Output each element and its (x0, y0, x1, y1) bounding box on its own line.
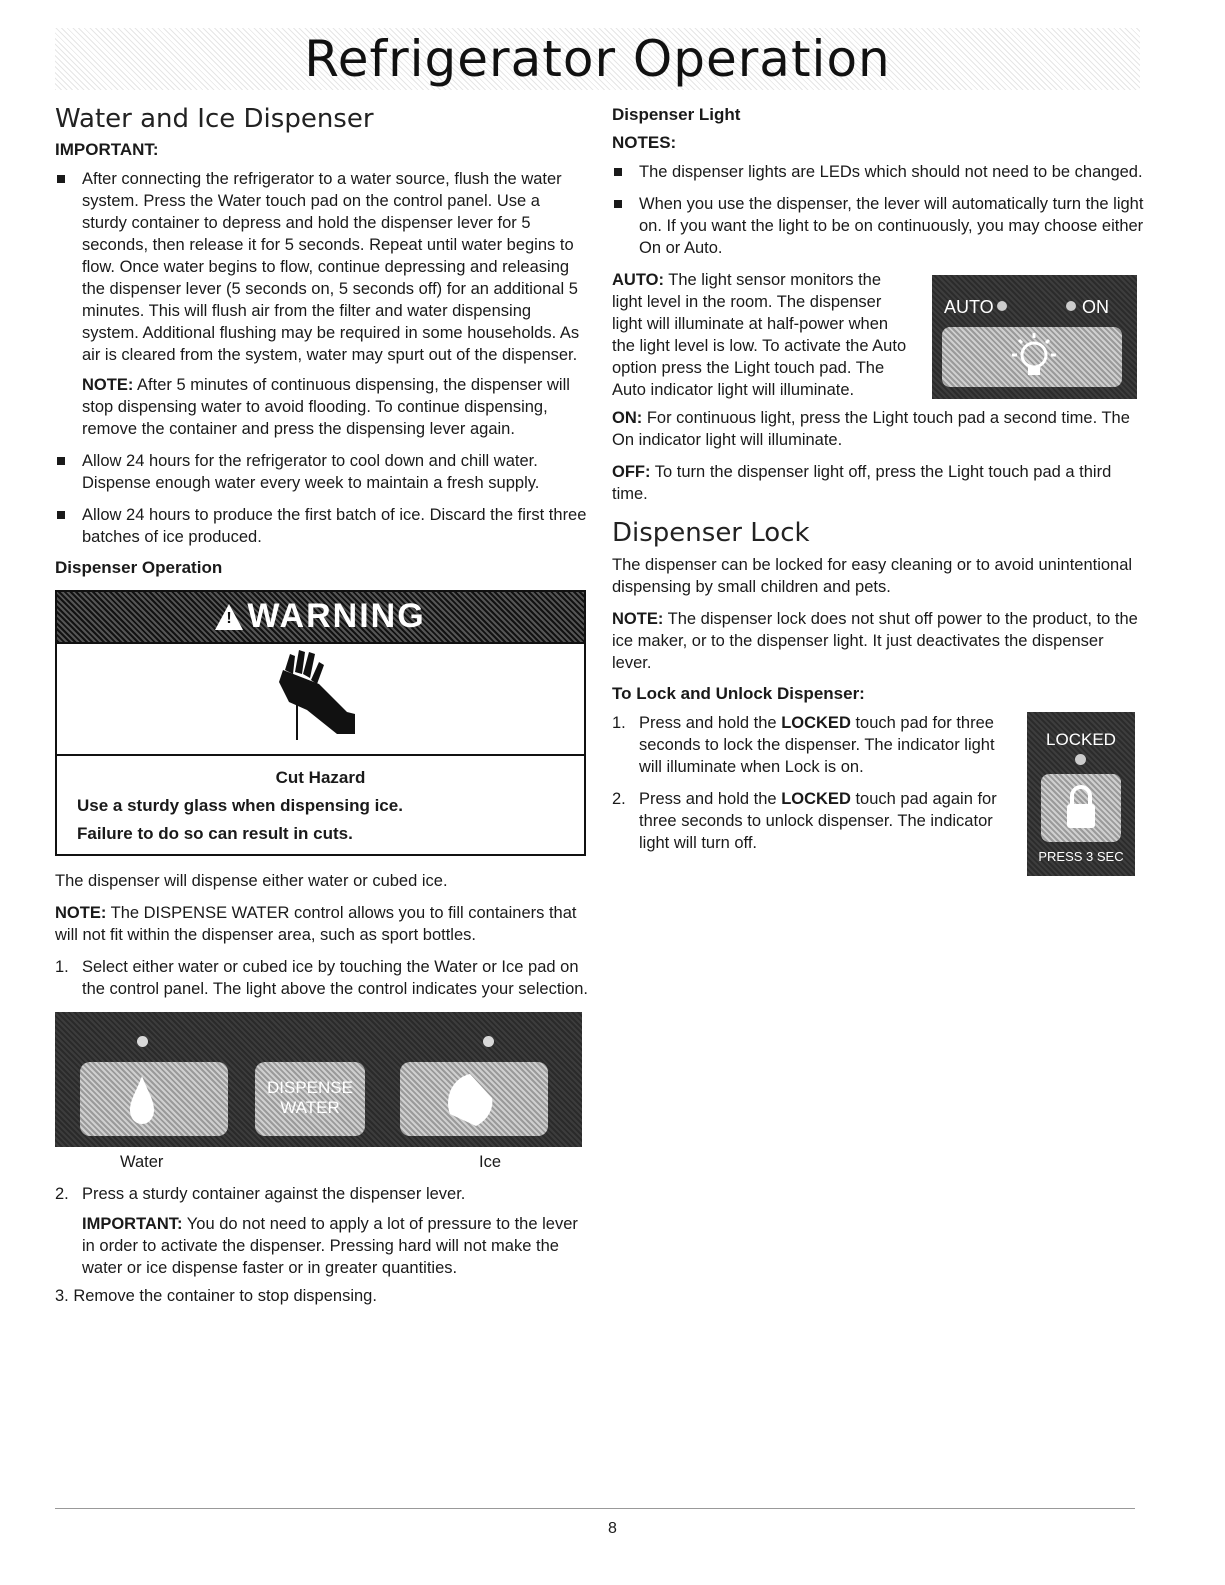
warning-header (57, 592, 584, 644)
locked-indicator-light (1075, 754, 1086, 765)
indicator-light (483, 1036, 494, 1047)
on-text: For continuous light, press the Light touch pad a second time. The On indicator light will illuminate. (612, 409, 1130, 449)
step-number: 2. (612, 789, 626, 808)
page-number: 8 (608, 1520, 617, 1537)
step-number: 1. (612, 713, 626, 732)
on-label: ON: (612, 409, 643, 427)
warning-line: Failure to do so can result in cuts. (77, 823, 353, 843)
list-item (612, 712, 1007, 778)
dispense-water-pad (255, 1062, 365, 1136)
note-label: NOTE: (82, 375, 134, 394)
step-text: Press and hold the (639, 789, 782, 808)
lock-panel-photo (1027, 712, 1135, 876)
caption-water: Water (120, 1152, 164, 1171)
auto-indicator-label: AUTO (944, 297, 994, 317)
bullet-square-icon (614, 168, 622, 176)
step-number: 1. (55, 957, 69, 976)
list-item (55, 1183, 588, 1279)
paragraph: The dispenser will dispense either water or cubed ice. (55, 871, 448, 890)
important-bullets (55, 168, 588, 548)
off-label: OFF: (612, 463, 651, 481)
notes-label: NOTES: (612, 133, 677, 152)
right-column (612, 105, 1147, 882)
light-bulb-icon (942, 327, 1122, 387)
bullet-text: After connecting the refrigerator to a water source, flush the water system. Press the Water touch pad on the control panel. Use a sturdy container to depress and hold the dispenser lever for 5 seconds, then release it for 5 seconds. Repeat until water begins to flow. Once water begins to flow, continue depressing and releasing the dispenser lever (5 seconds on, 5 seconds off) for an additional 5 minutes. This will flush air from the filter and water dispensing system. Additional flushing may be required in some households. As air is cleared from the system, water may spurt out of the dispenser. (82, 169, 580, 364)
section-title-dispenser-lock: Dispenser Lock (612, 518, 810, 548)
note-label: NOTE: (55, 903, 107, 922)
step-text: Press and hold the (639, 713, 782, 732)
lock-paragraph: The dispenser can be locked for easy cleaning or to avoid unintentional dispensing by small children and pets. (612, 555, 1133, 596)
warning-box (55, 590, 586, 856)
list-item (612, 161, 1147, 183)
lock-steps-label: To Lock and Unlock Dispenser: (612, 683, 865, 703)
steps-list (55, 956, 588, 1000)
light-notes (612, 161, 1147, 259)
note-paragraph (82, 374, 588, 440)
ice-pad (400, 1062, 548, 1136)
bullet-square-icon (57, 511, 65, 519)
footer-rule (55, 1508, 1135, 1509)
auto-text: The light sensor monitors the light level in the room. The dispenser light will illuminate at half-power when the light level is low. To activate the Auto option press the Light touch pad. The Auto indicator light will illuminate. (612, 271, 907, 399)
auto-block (612, 269, 1147, 399)
water-drop-icon (80, 1062, 228, 1136)
note-text: The dispenser lock does not shut off power to the product, to the ice maker, or to the dispenser light. It just deactivates the dispenser lever. (612, 609, 1138, 672)
on-indicator-light (1066, 301, 1076, 311)
important-label: IMPORTANT: (55, 139, 159, 159)
step-text: touch pad again for three seconds to unlock dispenser. The indicator light will turn off. (639, 789, 997, 852)
warning-hazard-title: Cut Hazard (275, 767, 366, 787)
bullet-square-icon (614, 200, 622, 208)
pad-label: DISPENSE (267, 1077, 353, 1097)
press-3-sec-label: PRESS 3 SEC (1038, 848, 1124, 864)
warning-title: WARNING (247, 597, 426, 636)
ice-cube-icon (400, 1062, 548, 1136)
dispenser-operation-label: Dispenser Operation (55, 557, 223, 577)
step-number: 2. (55, 1184, 69, 1203)
steps-list (55, 1183, 588, 1279)
locked-label: LOCKED (1046, 729, 1116, 749)
caption-ice: Ice (479, 1152, 502, 1171)
bullet-square-icon (57, 175, 65, 183)
note-text: After 5 minutes of continuous dispensing, the dispenser will stop dispensing water to avoid flooding. To continue dispensing, remove the container and press the dispensing lever again. (82, 375, 570, 438)
pad-label: WATER (280, 1097, 340, 1117)
auto-indicator-light (997, 301, 1007, 311)
list-item (55, 168, 588, 440)
step-text: Press a sturdy container against the dispenser lever. (82, 1184, 466, 1203)
hand-cut-icon (57, 644, 584, 754)
padlock-icon (1041, 774, 1121, 842)
warning-line: Use a sturdy glass when dispensing ice. (77, 795, 403, 815)
auto-label: AUTO: (612, 271, 664, 289)
left-column (55, 105, 588, 1317)
list-item (55, 504, 588, 548)
control-panel-photo (55, 1012, 582, 1147)
warning-body (57, 756, 584, 854)
step-text: touch pad for three seconds to lock the dispenser. The indicator light will illuminate when Lock is on. (639, 713, 995, 776)
list-item (612, 193, 1147, 259)
water-pad (80, 1062, 228, 1136)
off-text: To turn the dispenser light off, press the Light touch pad a third time. (612, 463, 1112, 503)
step-keyword: LOCKED (781, 789, 851, 808)
on-indicator-label: ON (1082, 297, 1109, 317)
lock-note (612, 608, 1147, 674)
step-keyword: LOCKED (781, 713, 851, 732)
light-panel-photo (932, 275, 1137, 399)
step-text: Select either water or cubed ice by touching the Water or Ice pad on the control panel. The light above the control indicates your selection. (82, 957, 589, 998)
warning-triangle-icon: ! (215, 604, 243, 630)
page-title: Refrigerator Operation (304, 30, 891, 88)
important-paragraph (82, 1213, 588, 1279)
indicator-light (137, 1036, 148, 1047)
off-paragraph (612, 461, 1147, 505)
panel-captions (55, 1153, 588, 1177)
bullet-square-icon (57, 457, 65, 465)
list-item (612, 788, 1007, 854)
lock-steps (612, 712, 1007, 864)
step-3: 3. Remove the container to stop dispensing. (55, 1286, 377, 1305)
list-item (55, 450, 588, 494)
section-title-water-ice: Water and Ice Dispenser (55, 104, 374, 134)
note-text: The DISPENSE WATER control allows you to fill containers that will not fit within the dispenser area, such as sport bottles. (55, 903, 577, 944)
important-label: IMPORTANT: (82, 1214, 183, 1233)
light-pad (942, 327, 1122, 387)
header-banner (55, 28, 1140, 90)
bullet-text: When you use the dispenser, the lever will automatically turn the light on. If you want the light to be on continuously, you may choose either On or Auto. (639, 195, 1144, 257)
important-text: You do not need to apply a lot of pressure to the lever in order to activate the dispenser. Pressing hard will not make the water or ice dispense faster or in greater quantities. (82, 1214, 578, 1277)
dispenser-light-label: Dispenser Light (612, 105, 741, 124)
list-item (55, 956, 588, 1000)
lock-block (612, 712, 1147, 882)
on-paragraph (612, 407, 1147, 451)
locked-pad (1041, 774, 1121, 842)
note-paragraph (55, 902, 588, 946)
auto-paragraph (612, 269, 912, 401)
cut-hazard-pictogram (57, 644, 584, 756)
note-label: NOTE: (612, 609, 664, 628)
bullet-text: Allow 24 hours to produce the first batch of ice. Discard the first three batches of ice produced. (82, 505, 587, 546)
bullet-text: The dispenser lights are LEDs which should not need to be changed. (639, 163, 1143, 181)
bullet-text: Allow 24 hours for the refrigerator to cool down and chill water. Dispense enough water every week to maintain a fresh supply. (82, 451, 540, 492)
